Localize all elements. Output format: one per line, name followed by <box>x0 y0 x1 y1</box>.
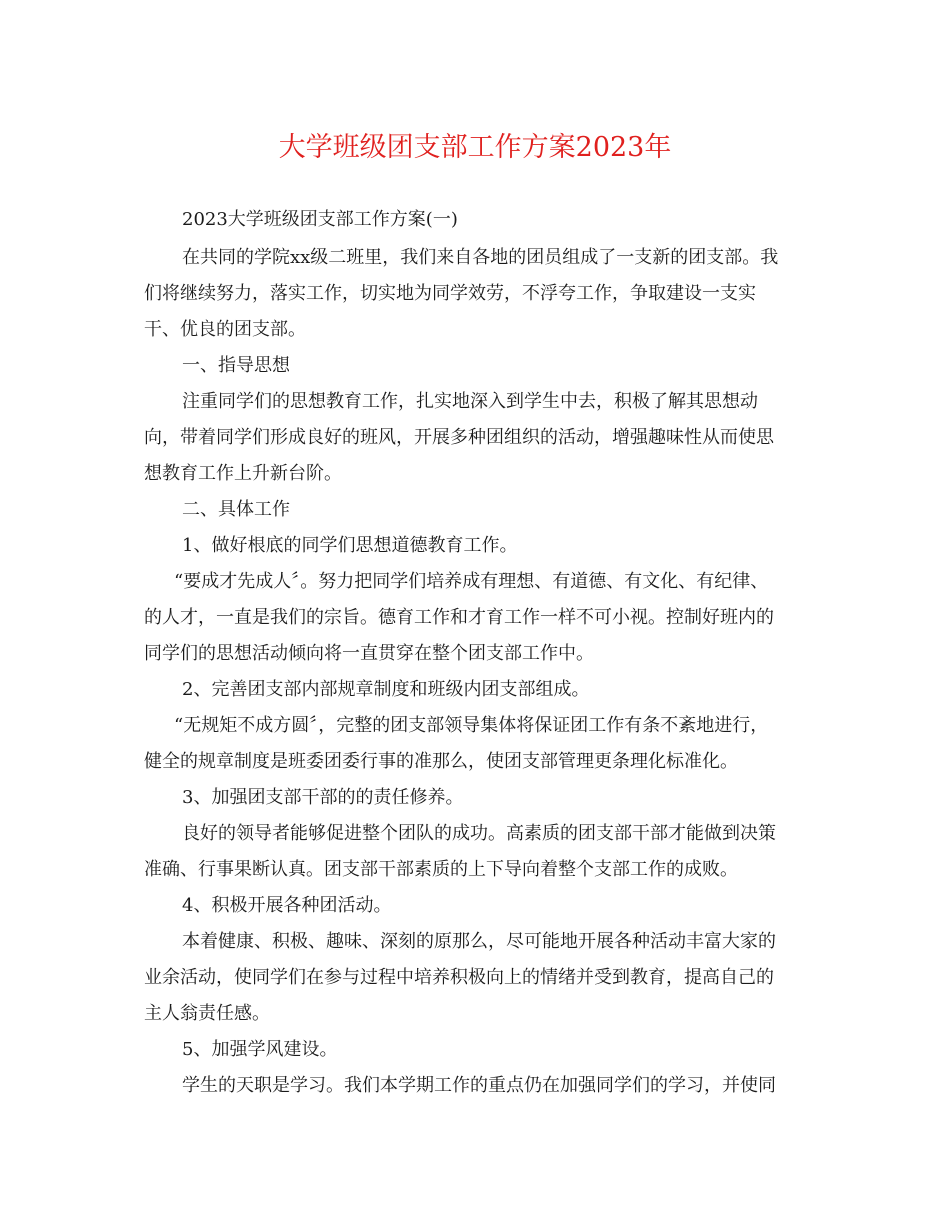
paragraph-line: 良好的领导者能够促进整个团队的成功。高素质的团支部干部才能做到决策 <box>182 823 776 844</box>
paragraph-line: 业余活动，使同学们在参与过程中培养积极向上的情绪并受到教育，提高自己的 <box>144 967 774 988</box>
paragraph-line: 向，带着同学们形成良好的班风，开展多种团组织的活动，增强趣味性从而使思 <box>144 427 774 448</box>
section-heading: 二、具体工作 <box>182 499 290 520</box>
paragraph-line: 主人翁责任感。 <box>144 1003 270 1024</box>
list-item-heading: 1、做好根底的同学们思想道德教育工作。 <box>182 535 518 556</box>
paragraph-line: 准确、行事果断认真。团支部干部素质的上下导向着整个支部工作的成败。 <box>144 859 738 880</box>
paragraph-line: 想教育工作上升新台阶。 <box>144 463 342 484</box>
section-heading: 2023大学班级团支部工作方案(一) <box>182 209 458 230</box>
paragraph-line: 学生的天职是学习。我们本学期工作的重点仍在加强同学们的学习，并使同 <box>182 1075 776 1096</box>
paragraph-line: 同学们的思想活动倾向将一直贯穿在整个团支部工作中。 <box>144 643 594 664</box>
document-title: 大学班级团支部工作方案2023年 <box>278 132 672 163</box>
paragraph-line: “无规矩不成方圆〞，完整的团支部领导集体将保证团工作有条不紊地进行， <box>174 715 769 736</box>
paragraph-line: 的人才，一直是我们的宗旨。德育工作和才育工作一样不可小视。控制好班内的 <box>144 607 774 628</box>
list-item-heading: 5、加强学风建设。 <box>182 1039 338 1060</box>
paragraph-line: “要成才先成人〞。努力把同学们培养成有理想、有道德、有文化、有纪律、 <box>174 571 769 592</box>
paragraph-line: 健全的规章制度是班委团委行事的准那么，使团支部管理更条理化标准化。 <box>144 751 738 772</box>
paragraph-line: 在共同的学院xx级二班里，我们来自各地的团员组成了一支新的团支部。我 <box>182 247 779 268</box>
paragraph-line: 注重同学们的思想教育工作，扎实地深入到学生中去，积极了解其思想动 <box>182 391 758 412</box>
paragraph-line: 干、优良的团支部。 <box>144 319 306 340</box>
section-heading: 一、指导思想 <box>182 355 290 376</box>
list-item-heading: 3、加强团支部干部的的责任修养。 <box>182 787 464 808</box>
paragraph-line: 本着健康、积极、趣味、深刻的原那么，尽可能地开展各种活动丰富大家的 <box>182 931 776 952</box>
list-item-heading: 4、积极开展各种团活动。 <box>182 895 392 916</box>
list-item-heading: 2、完善团支部内部规章制度和班级内团支部组成。 <box>182 679 590 700</box>
paragraph-line: 们将继续努力，落实工作，切实地为同学效劳，不浮夸工作，争取建设一支实 <box>144 283 756 304</box>
